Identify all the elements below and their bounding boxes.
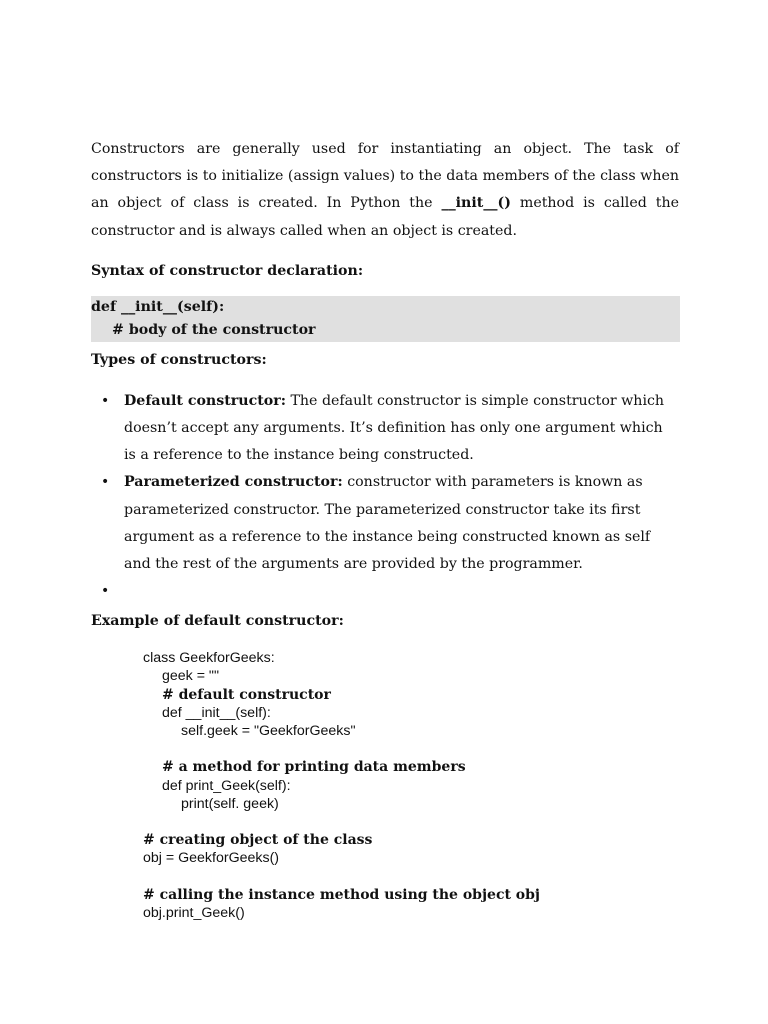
- code-line-geek-attr: geek = "": [162, 668, 220, 685]
- code-comment-calling-method: # calling the instance method using the object obj: [143, 886, 540, 903]
- parameterized-constructor-title: Parameterized constructor:: [124, 474, 343, 491]
- code-line-self-geek: self.geek = "GeekforGeeks": [181, 723, 356, 740]
- code-comment-creating-object: # creating object of the class: [143, 832, 373, 849]
- types-heading: Types of constructors:: [91, 351, 267, 368]
- default-constructor-text: The default constructor is simple constructor which doesn’t accept any arguments. It’s definition has only one argument which is a reference to the instance being constructed.: [124, 392, 665, 464]
- list-item-empty: [91, 578, 679, 605]
- code-comment-method: # a method for printing data members: [162, 759, 466, 776]
- syntax-code-box: [91, 296, 680, 342]
- code-line-method-call: obj.print_Geek(): [143, 905, 245, 922]
- list-item-default-constructor: [91, 388, 679, 470]
- code-blank-line: [143, 740, 679, 758]
- init-method-name: __init__(): [441, 195, 511, 212]
- code-line-init-def: def __init__(self):: [162, 704, 271, 721]
- syntax-line-comment: # body of the constructor: [112, 321, 316, 338]
- document-page: [91, 136, 679, 922]
- code-line-obj-assign: obj = GeekforGeeks(): [143, 850, 280, 867]
- intro-text-before: Constructors are generally used for instantiating an object. The task of constructors is to initialize (assign values) to the data members of the class when an object of class is created. In Python the: [91, 141, 679, 212]
- bullet-icon: •: [101, 583, 110, 600]
- parameterized-constructor-text: constructor with parameters is known as parameterized constructor. The parameterized constructor take its first argument as a reference to the instance being constructed known as self and the rest of the arguments are provided by the programmer.: [124, 474, 651, 573]
- syntax-line-def: def __init__(self):: [91, 298, 225, 315]
- bullet-icon: •: [101, 392, 110, 409]
- list-item-parameterized-constructor: [91, 469, 679, 578]
- intro-paragraph: [91, 136, 679, 245]
- example-heading: Example of default constructor:: [91, 613, 344, 630]
- code-blank-line: [143, 813, 679, 831]
- code-line-print-call: print(self. geek): [181, 795, 279, 812]
- bullet-icon: •: [101, 474, 110, 491]
- code-comment-default-constructor: # default constructor: [162, 686, 331, 703]
- code-line-class: class GeekforGeeks:: [143, 650, 275, 667]
- constructor-types-list: [91, 388, 679, 605]
- syntax-heading: Syntax of constructor declaration:: [91, 262, 364, 279]
- code-blank-line: [143, 868, 679, 886]
- intro-text-after: method is called the constructor and is always called when an object is created.: [91, 195, 679, 239]
- example-code-block: [143, 649, 679, 922]
- code-line-print-def: def print_Geek(self):: [162, 777, 291, 794]
- default-constructor-title: Default constructor:: [124, 392, 286, 409]
